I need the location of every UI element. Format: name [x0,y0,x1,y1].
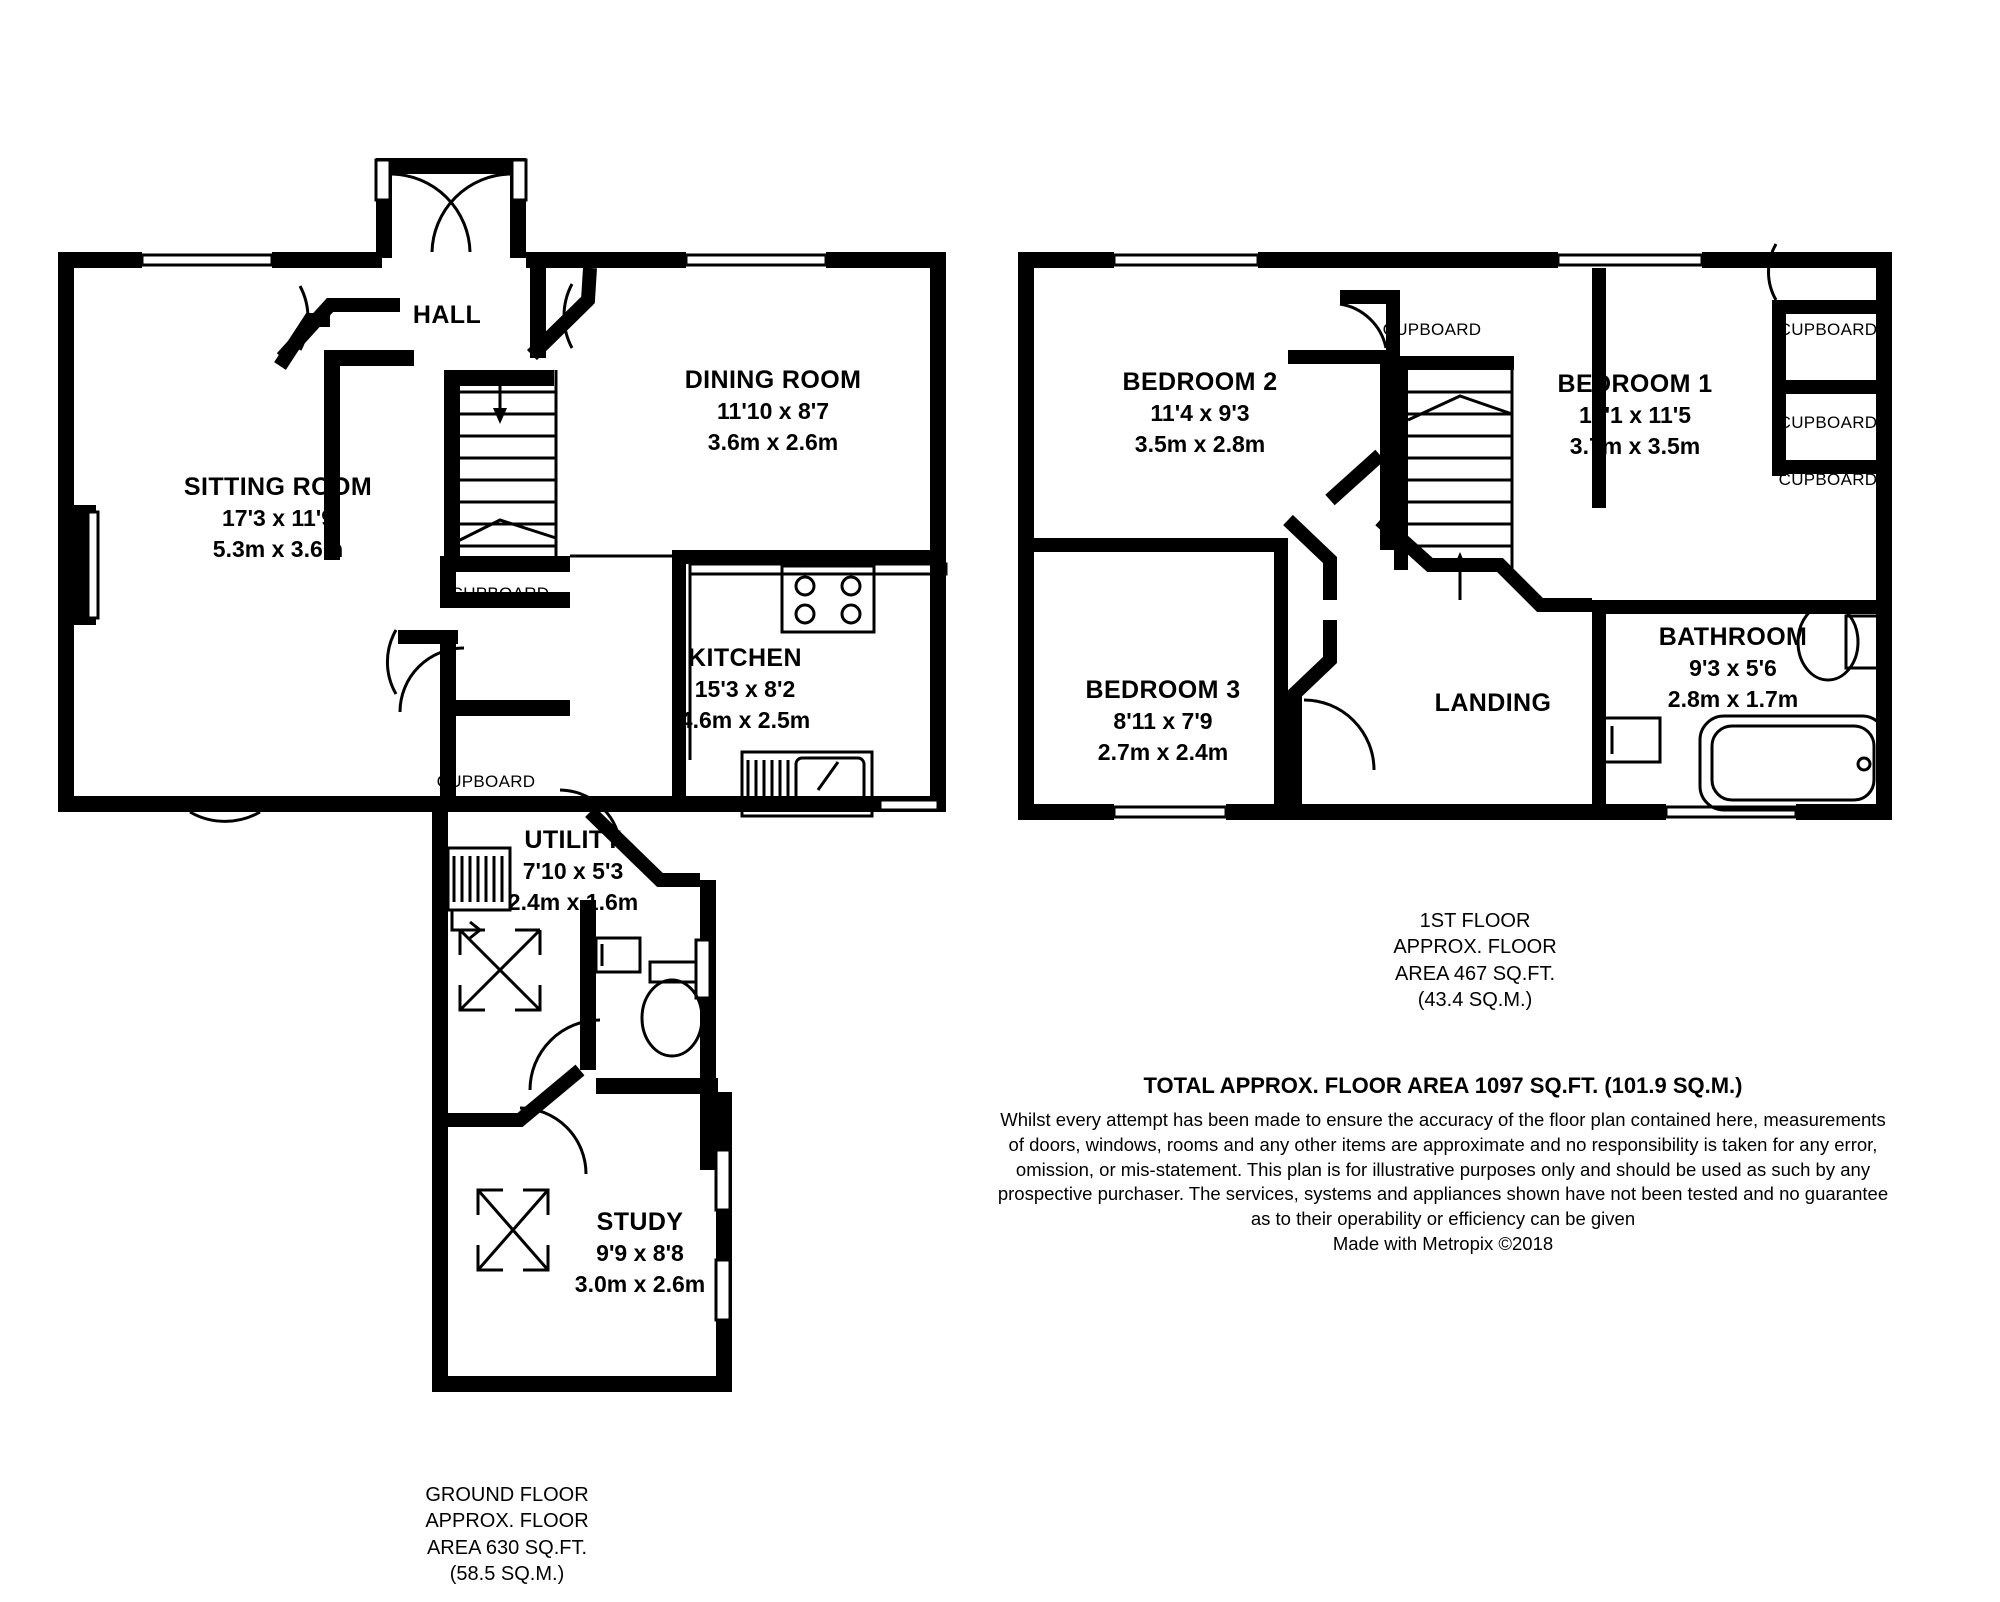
ground-floor-area-line-4: (58.5 SQ.M.) [449,1563,565,1586]
first-floor-area-note [1275,908,1675,1014]
cupboard-label-first-3: CUPBOARD [1778,413,1878,432]
room-dim-study-ft: 9'9 x 8'8 [596,1240,684,1266]
room-dim-kitchen-m: 4.6m x 2.5m [679,707,811,733]
room-dim-bedroom-2-m: 3.5m x 2.8m [1134,431,1266,457]
first-floor-area-line-1: 1ST FLOOR [1419,910,1531,932]
room-label-bedroom-1: BEDROOM 1 [1557,370,1713,398]
room-dim-bedroom-3-m: 2.7m x 2.4m [1097,739,1229,765]
room-dim-utility-ft: 7'10 x 5'3 [522,858,624,884]
room-label-sitting-room: SITTING ROOM [183,473,373,501]
cupboard-label-first-4: CUPBOARD [1778,470,1878,489]
disclaimer-line-1: Whilst every attempt has been made to ensure the accuracy of the floor plan contained here, measurements [1000,1109,1886,1130]
room-dim-sitting-room-ft: 17'3 x 11'9 [222,505,334,531]
room-dim-sitting-room-m: 5.3m x 3.6m [212,536,344,562]
room-dim-utility-m: 2.4m x 1.6m [507,889,639,915]
room-label-kitchen: KITCHEN [688,644,802,672]
room-dim-bedroom-1-ft: 12'1 x 11'5 [1579,402,1691,428]
disclaimer-text [943,1108,1943,1257]
cupboard-label-first-2: CUPBOARD [1778,320,1878,339]
room-dim-dining-room-m: 3.6m x 2.6m [707,429,839,455]
room-dim-bedroom-3-ft: 8'11 x 7'9 [1113,708,1213,734]
first-floor-area-line-4: (43.4 SQ.M.) [1417,989,1533,1012]
cupboard-label-ground-2: CUPBOARD [436,772,536,791]
room-label-utility: UTILITY [524,826,622,854]
disclaimer-line-2: of doors, windows, rooms and any other items are approximate and no responsibility is taken for any error, [1008,1133,1878,1155]
room-label-study: STUDY [596,1208,684,1236]
room-label-dining-room: DINING ROOM [684,366,862,394]
ground-floor-area-line-2: APPROX. FLOOR [425,1510,589,1533]
room-label-bedroom-2: BEDROOM 2 [1122,368,1278,396]
cupboard-label-first-1: CUPBOARD [1382,320,1482,339]
cupboard-label-ground-1: CUPBOARD [450,584,550,603]
room-dim-dining-room-ft: 11'10 x 8'7 [717,398,829,424]
first-floor-area-line-3: AREA 467 SQ.FT. [1394,962,1556,985]
room-dim-study-m: 3.0m x 2.6m [574,1271,706,1297]
room-label-bathroom: BATHROOM [1658,623,1808,651]
total-floor-area: TOTAL APPROX. FLOOR AREA 1097 SQ.FT. (101.9 SQ.M.) [1143,1073,1743,1098]
room-dim-bedroom-2-ft: 11'4 x 9'3 [1150,400,1250,426]
room-label-landing: LANDING [1434,689,1552,717]
room-dim-kitchen-ft: 15'3 x 8'2 [694,676,796,702]
disclaimer-line-3: omission, or mis-statement. This plan is for illustrative purposes only and should be used as such by any [1015,1158,1871,1180]
room-label-hall: HALL [412,301,482,329]
metropix-credit: Made with Metropix ©2018 [1332,1232,1554,1254]
room-label-bedroom-3: BEDROOM 3 [1085,676,1241,704]
ground-floor-area-note [307,1482,707,1588]
ground-floor-area-line-3: AREA 630 SQ.FT. [426,1536,588,1559]
disclaimer-line-5: as to their operability or efficiency can be given [1250,1208,1636,1230]
ground-floor-area-line-1: GROUND FLOOR [425,1484,589,1506]
room-dim-bedroom-1-m: 3.7m x 3.5m [1569,433,1701,459]
room-dim-bathroom-ft: 9'3 x 5'6 [1689,655,1777,681]
first-floor-area-line-2: APPROX. FLOOR [1393,936,1557,959]
room-dim-bathroom-m: 2.8m x 1.7m [1667,686,1799,712]
disclaimer-line-4: prospective purchaser. The services, systems and appliances shown have not been tested and no guarantee [997,1183,1889,1205]
